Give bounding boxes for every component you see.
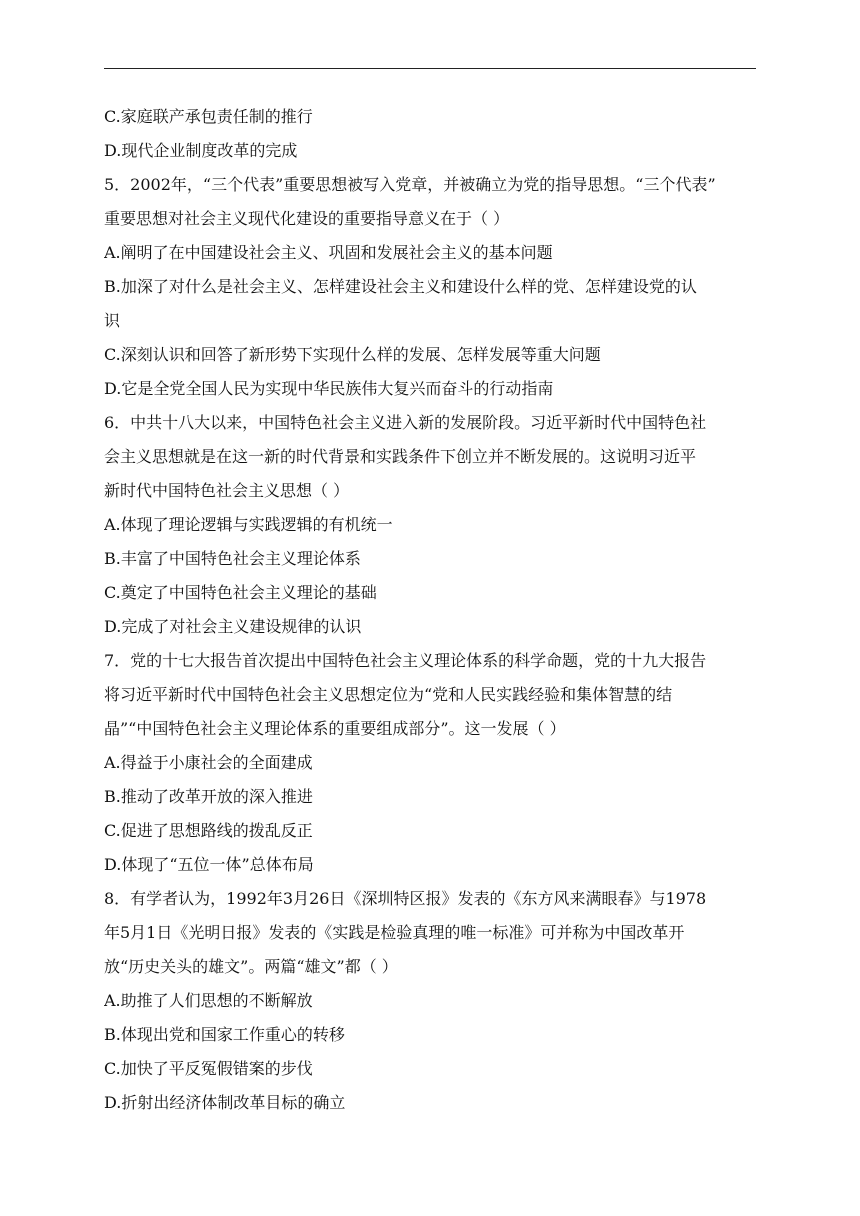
q7-option-c: C.促进了思想路线的拨乱反正 (104, 821, 313, 840)
q5-stem-line-2: 重要思想对社会主义现代化建设的重要指导意义在于（ ） (104, 209, 510, 228)
q7-option-d: D.体现了“五位一体”总体布局 (104, 855, 314, 874)
q8-option-b: B.体现出党和国家工作重心的转移 (104, 1025, 345, 1044)
q7-stem-line-1: 7．党的十七大报告首次提出中国特色社会主义理论体系的科学命题，党的十九大报告 (104, 651, 707, 670)
q4-option-d: D.现代企业制度改革的完成 (104, 141, 298, 160)
q6-option-c: C.奠定了中国特色社会主义理论的基础 (104, 583, 377, 602)
header-rule (104, 68, 756, 69)
q5-option-a: A.阐明了在中国建设社会主义、巩固和发展社会主义的基本问题 (104, 243, 553, 262)
q5-option-d: D.它是全党全国人民为实现中华民族伟大复兴而奋斗的行动指南 (104, 379, 554, 398)
q6-stem-line-1: 6．中共十八大以来，中国特色社会主义进入新的发展阶段。习近平新时代中国特色社 (104, 413, 707, 432)
q8-stem-line-1: 8．有学者认为，1992年3月26日《深圳特区报》发表的《东方风来满眼春》与1978 (104, 889, 707, 908)
q5-option-b-line-2: 识 (104, 311, 121, 330)
q6-option-d: D.完成了对社会主义建设规律的认识 (104, 617, 362, 636)
q6-option-a: A.体现了理论逻辑与实践逻辑的有机统一 (104, 515, 393, 534)
q5-option-b-line-1: B.加深了对什么是社会主义、怎样建设社会主义和建设什么样的党、怎样建设党的认 (104, 277, 697, 296)
q7-stem-line-3: 晶”“中国特色社会主义理论体系的重要组成部分”。这一发展（ ） (104, 719, 566, 738)
q6-option-b: B.丰富了中国特色社会主义理论体系 (104, 549, 361, 568)
q8-stem-line-3: 放“历史关头的雄文”。两篇“雄文”都（ ） (104, 957, 398, 976)
q6-stem-line-3: 新时代中国特色社会主义思想（ ） (104, 481, 350, 500)
q8-stem-line-2: 年5月1日《光明日报》发表的《实践是检验真理的唯一标准》可并称为中国改革开 (104, 923, 685, 942)
q4-option-c: C.家庭联产承包责任制的推行 (104, 107, 313, 126)
q7-option-a: A.得益于小康社会的全面建成 (104, 753, 313, 772)
q6-stem-line-2: 会主义思想就是在这一新的时代背景和实践条件下创立并不断发展的。这说明习近平 (104, 447, 697, 466)
q8-option-c: C.加快了平反冤假错案的步伐 (104, 1059, 313, 1078)
q8-option-a: A.助推了人们思想的不断解放 (104, 991, 313, 1010)
q5-stem-line-1: 5．2002年，“三个代表”重要思想被写入党章，并被确立为党的指导思想。“三个代表” (104, 175, 716, 194)
question-content (104, 100, 756, 1120)
q7-stem-line-2: 将习近平新时代中国特色社会主义思想定位为“党和人民实践经验和集体智慧的结 (104, 685, 673, 704)
q5-option-c: C.深刻认识和回答了新形势下实现什么样的发展、怎样发展等重大问题 (104, 345, 601, 364)
q7-option-b: B.推动了改革开放的深入推进 (104, 787, 313, 806)
q8-option-d: D.折射出经济体制改革目标的确立 (104, 1093, 346, 1112)
